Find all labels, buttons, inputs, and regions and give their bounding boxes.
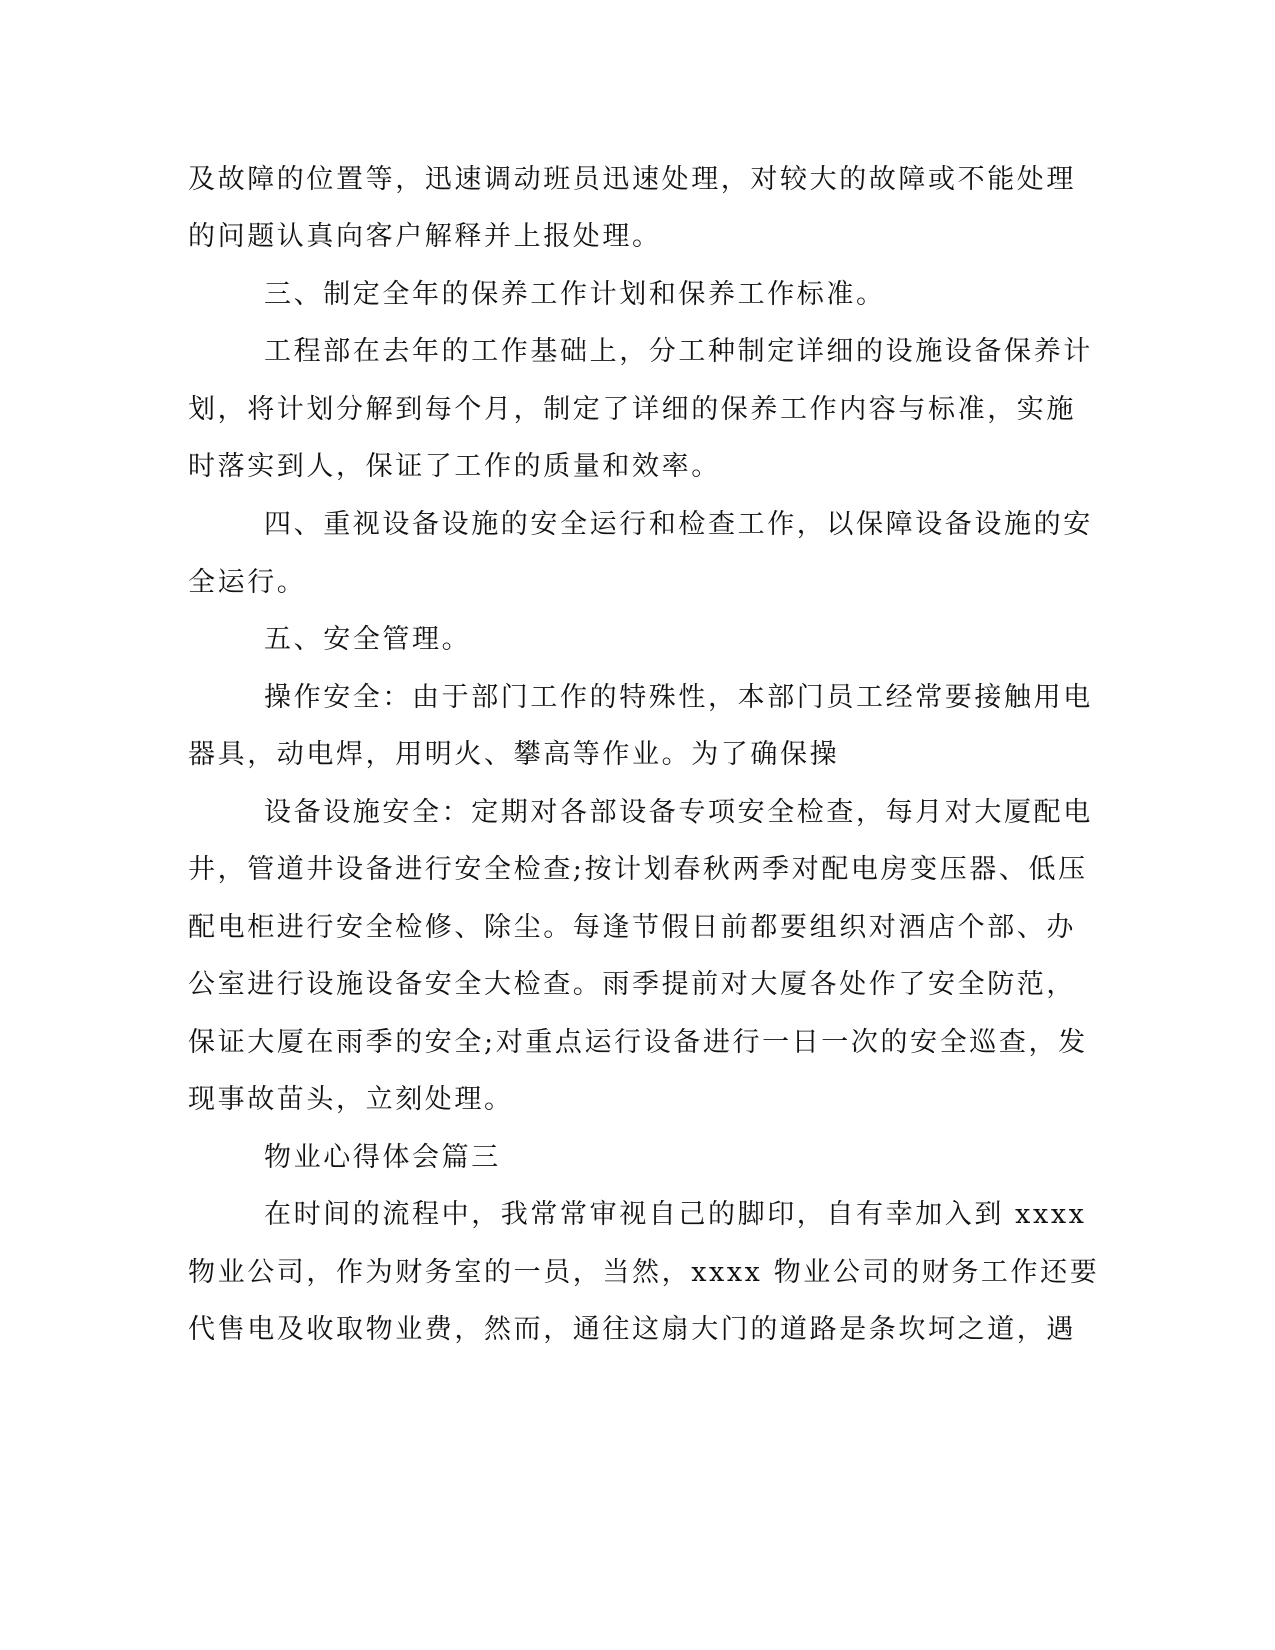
- text-line: 代售电及收取物业费，然而，通往这扇大门的道路是条坎坷之道，遇: [188, 1314, 1076, 1345]
- text-line: 操作安全：由于部门工作的特殊性，本部门员工经常要接触用电: [264, 682, 1093, 713]
- text-line: 设备设施安全：定期对各部设备专项安全检查，每月对大厦配电: [264, 797, 1093, 828]
- article-title: 物业心得体会篇三: [264, 1142, 501, 1173]
- text-line: 保证大厦在雨季的安全;对重点运行设备进行一日一次的安全巡查，发: [188, 1027, 1088, 1058]
- text-line: 器具，动电焊，用明火、攀高等作业。为了确保操: [188, 739, 840, 770]
- text-line: 物业公司，作为财务室的一员，当然，xxxx 物业公司的财务工作还要: [188, 1257, 1100, 1288]
- text-line: 配电柜进行安全检修、除尘。每逢节假日前都要组织对酒店个部、办: [188, 912, 1076, 943]
- text-line: 全运行。: [188, 567, 307, 598]
- text-line: 及故障的位置等，迅速调动班员迅速处理，对较大的故障或不能处理: [188, 164, 1076, 195]
- text-line: 时落实到人，保证了工作的质量和效率。: [188, 451, 721, 482]
- text-line: 现事故苗头，立刻处理。: [188, 1084, 514, 1115]
- text-line: 的问题认真向客户解释并上报处理。: [188, 221, 662, 252]
- text-line: 在时间的流程中，我常常审视自己的脚印，自有幸加入到 xxxx: [264, 1199, 1087, 1230]
- section-heading: 三、制定全年的保养工作计划和保养工作标准。: [264, 279, 886, 310]
- text-line: 公室进行设施设备安全大检查。雨季提前对大厦各处作了安全防范，: [188, 969, 1076, 1000]
- text-line: 划，将计划分解到每个月，制定了详细的保养工作内容与标准，实施: [188, 394, 1076, 425]
- text-line: 工程部在去年的工作基础上，分工种制定详细的设施设备保养计: [264, 336, 1093, 367]
- section-heading: 五、安全管理。: [264, 624, 472, 655]
- section-heading: 四、重视设备设施的安全运行和检查工作，以保障设备设施的安: [264, 509, 1093, 540]
- text-line: 井，管道井设备进行安全检查;按计划春秋两季对配电房变压器、低压: [188, 854, 1088, 885]
